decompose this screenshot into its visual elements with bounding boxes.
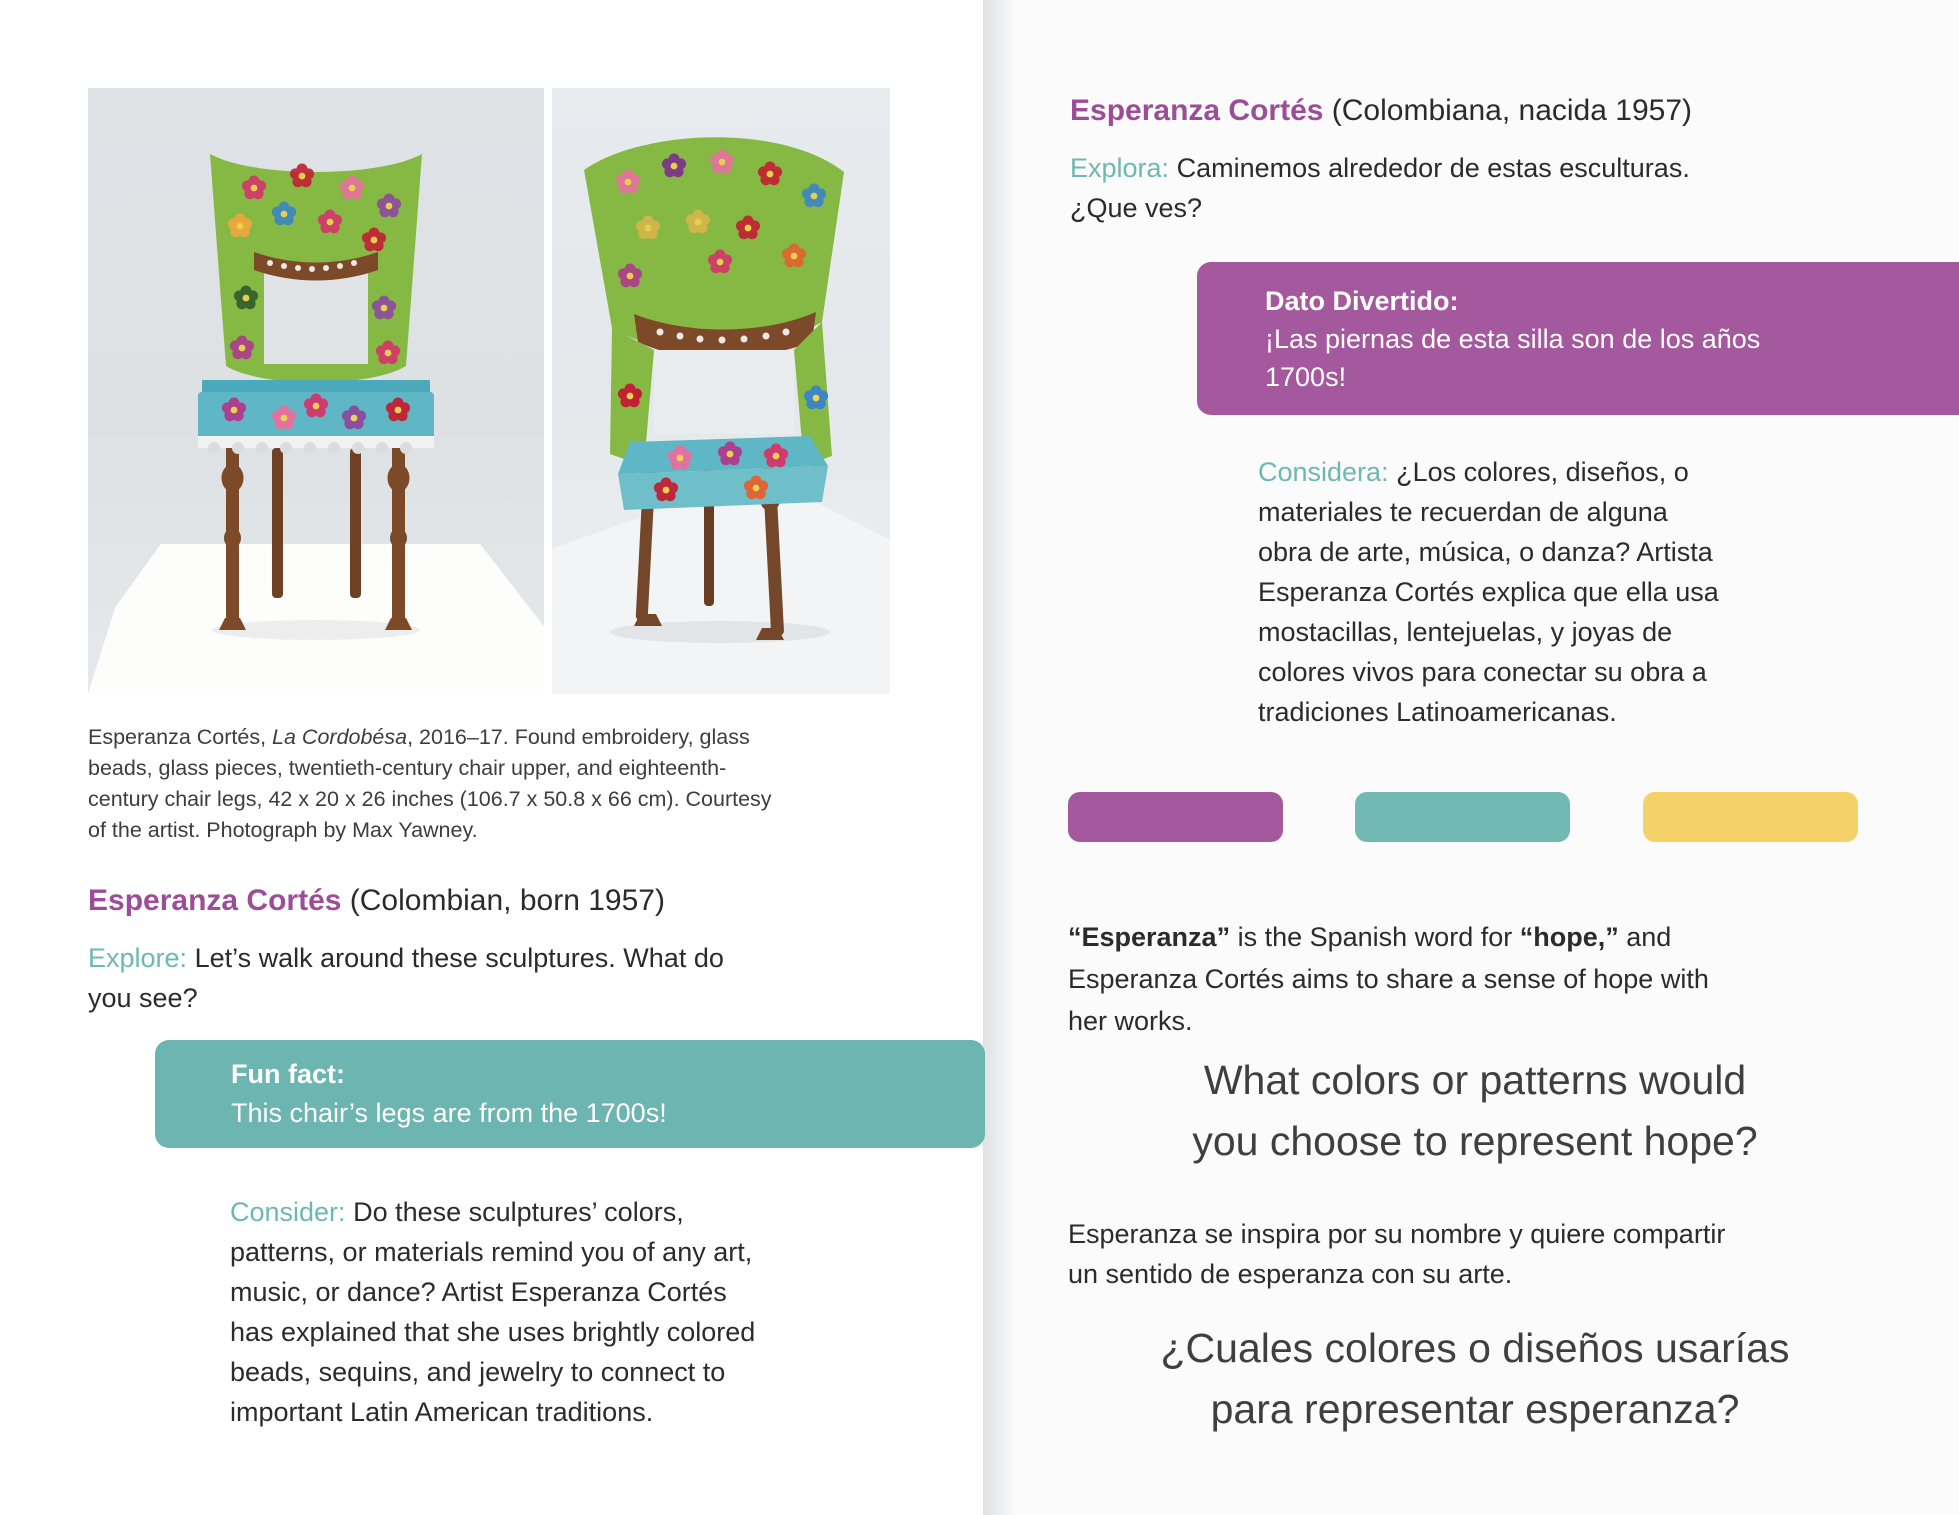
dato-divertido-title: Dato Divertido: <box>1265 286 1459 316</box>
chair-illustration-angled <box>570 136 870 656</box>
explora-label: Explora: <box>1070 153 1170 183</box>
explora-paragraph: Explora: Caminemos alrededor de estas esculturas. ¿Que ves? <box>1070 153 1690 223</box>
artist-name: Esperanza Cortés <box>1070 94 1324 127</box>
caption-line: Esperanza Cortés, La Cordobésa, 2016–17. Found embroidery, glass <box>88 725 750 749</box>
esperanza-paragraph-es: Esperanza se inspira por su nombre y quiere compartir un sentido de esperanza con su arte. <box>1068 1219 1726 1289</box>
fun-fact-text: This chair’s legs are from the 1700s! <box>231 1098 667 1128</box>
color-swatch-purple <box>1068 792 1283 842</box>
artwork-photo-front-view <box>88 88 544 694</box>
consider-paragraph: Consider: Do these sculptures’ colors, patterns, or materials remind you of any art, music, or dance? Artist Esperanza Cortés has explained that she uses brightly colored beads, sequins, and jewelry to connect to important Latin American traditions. <box>230 1197 756 1427</box>
artist-details: (Colombiana, nacida 1957) <box>1323 94 1692 127</box>
considera-paragraph: Considera: ¿Los colores, diseños, o materiales te recuerdan de alguna obra de arte, música, o danza? Artista Esperanza Cortés explica que ella usa mostacillas, lentejuelas, y joyas de colores vivos para conectar su obra a tradiciones Latinoamericanas. <box>1258 457 1719 727</box>
explore-label: Explore: <box>88 943 188 973</box>
artwork-caption <box>88 722 888 846</box>
artwork-title: La Cordobésa <box>272 725 408 749</box>
color-swatch-teal <box>1355 792 1570 842</box>
consider-label: Consider: <box>230 1197 346 1227</box>
artwork-photo <box>88 88 890 694</box>
caption-line: of the artist. Photograph by Max Yawney. <box>88 818 478 842</box>
artist-heading-es <box>1070 92 1692 130</box>
artist-heading-en <box>88 882 665 920</box>
considera-label: Considera: <box>1258 457 1389 487</box>
fun-fact-title: Fun fact: <box>231 1059 345 1089</box>
question-es: ¿Cuales colores o diseños usarías para representar esperanza? <box>1160 1325 1790 1432</box>
dato-divertido-text: 1700s! <box>1265 362 1347 392</box>
dato-divertido-callout <box>1197 262 1959 415</box>
color-swatch-yellow <box>1643 792 1858 842</box>
question-en: What colors or patterns would you choose to represent hope? <box>1192 1057 1758 1164</box>
dato-divertido-text: ¡Las piernas de esta silla son de los años <box>1265 324 1761 354</box>
caption-line: beads, glass pieces, twentieth-century chair upper, and eighteenth- <box>88 756 727 780</box>
chair-illustration-front <box>184 148 448 648</box>
explore-paragraph: Explore: Let’s walk around these sculptures. What do you see? <box>88 943 724 1013</box>
artist-name: Esperanza Cortés <box>88 884 342 917</box>
fun-fact-callout <box>155 1040 985 1148</box>
artist-details: (Colombian, born 1957) <box>341 884 665 917</box>
caption-line: century chair legs, 42 x 20 x 26 inches (106.7 x 50.8 x 66 cm). Courtesy <box>88 787 772 811</box>
hope-paragraph-en: “Esperanza” is the Spanish word for “hope,” and Esperanza Cortés aims to share a sense of hope with her works. <box>1068 922 1709 1036</box>
artwork-photo-angled-view <box>552 88 890 694</box>
